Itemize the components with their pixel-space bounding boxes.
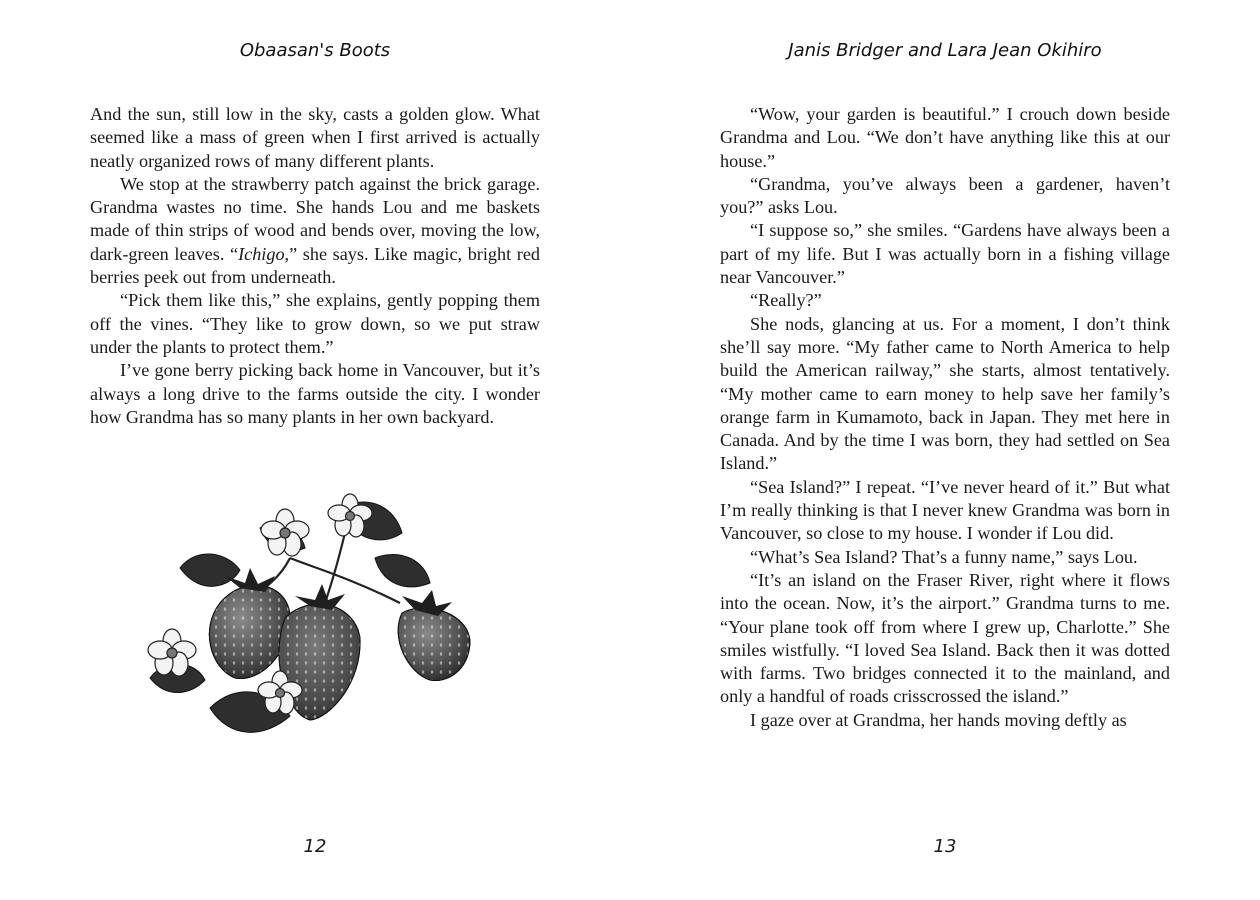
right-page — [630, 0, 1260, 900]
right-paragraph-2: “Grandma, you’ve always been a gardener, haven’t you?” asks Lou. — [720, 173, 1170, 218]
ichigo-word: Ichigo — [238, 243, 285, 264]
left-paragraph-2 — [90, 173, 540, 289]
right-paragraph-1: “Wow, your garden is beautiful.” I crouch down beside Grandma and Lou. “We don’t have anything like this at our house.” — [720, 104, 1170, 171]
right-paragraph-5: She nods, glancing at us. For a moment, I don’t think she’ll say more. “My father came to North America to help build the American railway,” she starts, almost tentatively. “My mother came to earn money to help save her family’s orange farm in Kumamoto, back in Japan. They met here in Canada. And by the time I was born, they had settled on Sea Island.” — [720, 313, 1170, 474]
left-paragraph-2-end: ,” she says. Like magic, bright red berries peek out from underneath. — [90, 243, 540, 288]
left-paragraph-3: “Pick them like this,” she explains, gently popping them off the vines. “They like to grow down, so we put straw under the plants to protect them.” — [90, 290, 540, 357]
left-paragraph-1: And the sun, still low in the sky, casts a golden glow. What seemed like a mass of green when I first arrived is actually neatly organized rows of many different plants. — [90, 104, 540, 171]
left-paragraph-2-start: We stop at the strawberry patch against the brick garage. Grandma wastes no time. She hands Lou and me baskets made of thin strips of wood and bends over, moving the low, dark-green leaves. “ — [90, 173, 540, 264]
right-paragraph-4: “Really?” — [750, 290, 822, 311]
left-running-head: Obaasan's Boots — [239, 40, 391, 61]
right-page-number: 13 — [933, 836, 957, 857]
right-running-head: Janis Bridger and Lara Jean Okihiro — [788, 40, 1102, 61]
left-paragraph-4: I’ve gone berry picking back home in Vancouver, but it’s always a long drive to the farms outside the city. I wonder how Grandma has so many plants in her own backyard. — [90, 360, 540, 427]
left-page-number: 12 — [303, 836, 327, 857]
right-paragraph-9: I gaze over at Grandma, her hands moving deftly as — [750, 709, 1127, 730]
strawberry-illustration-icon — [140, 488, 480, 768]
right-text-block — [720, 103, 1170, 732]
right-paragraph-6: “Sea Island?” I repeat. “I’ve never heard of it.” But what I’m really thinking is that I never knew Grandma was born in Vancouver, so close to my house. I wonder if Lou did. — [720, 476, 1170, 544]
right-paragraph-8: “It’s an island on the Fraser River, right where it flows into the ocean. Now, it’s the airport.” Grandma turns to me. “Your plane took off from where I grew up, Charlotte.” She smiles wistfully. “I loved Sea Island. Back then it was dotted with farms. Two bridges connected it to the mainland, and only a handful of roads crisscrossed the island.” — [720, 569, 1170, 707]
left-text-block — [90, 103, 540, 429]
right-paragraph-3: “I suppose so,” she smiles. “Gardens have always been a part of my life. But I was actually born in a fishing village near Vancouver.” — [720, 220, 1170, 288]
right-paragraph-7: “What’s Sea Island? That’s a funny name,” says Lou. — [750, 546, 1138, 567]
